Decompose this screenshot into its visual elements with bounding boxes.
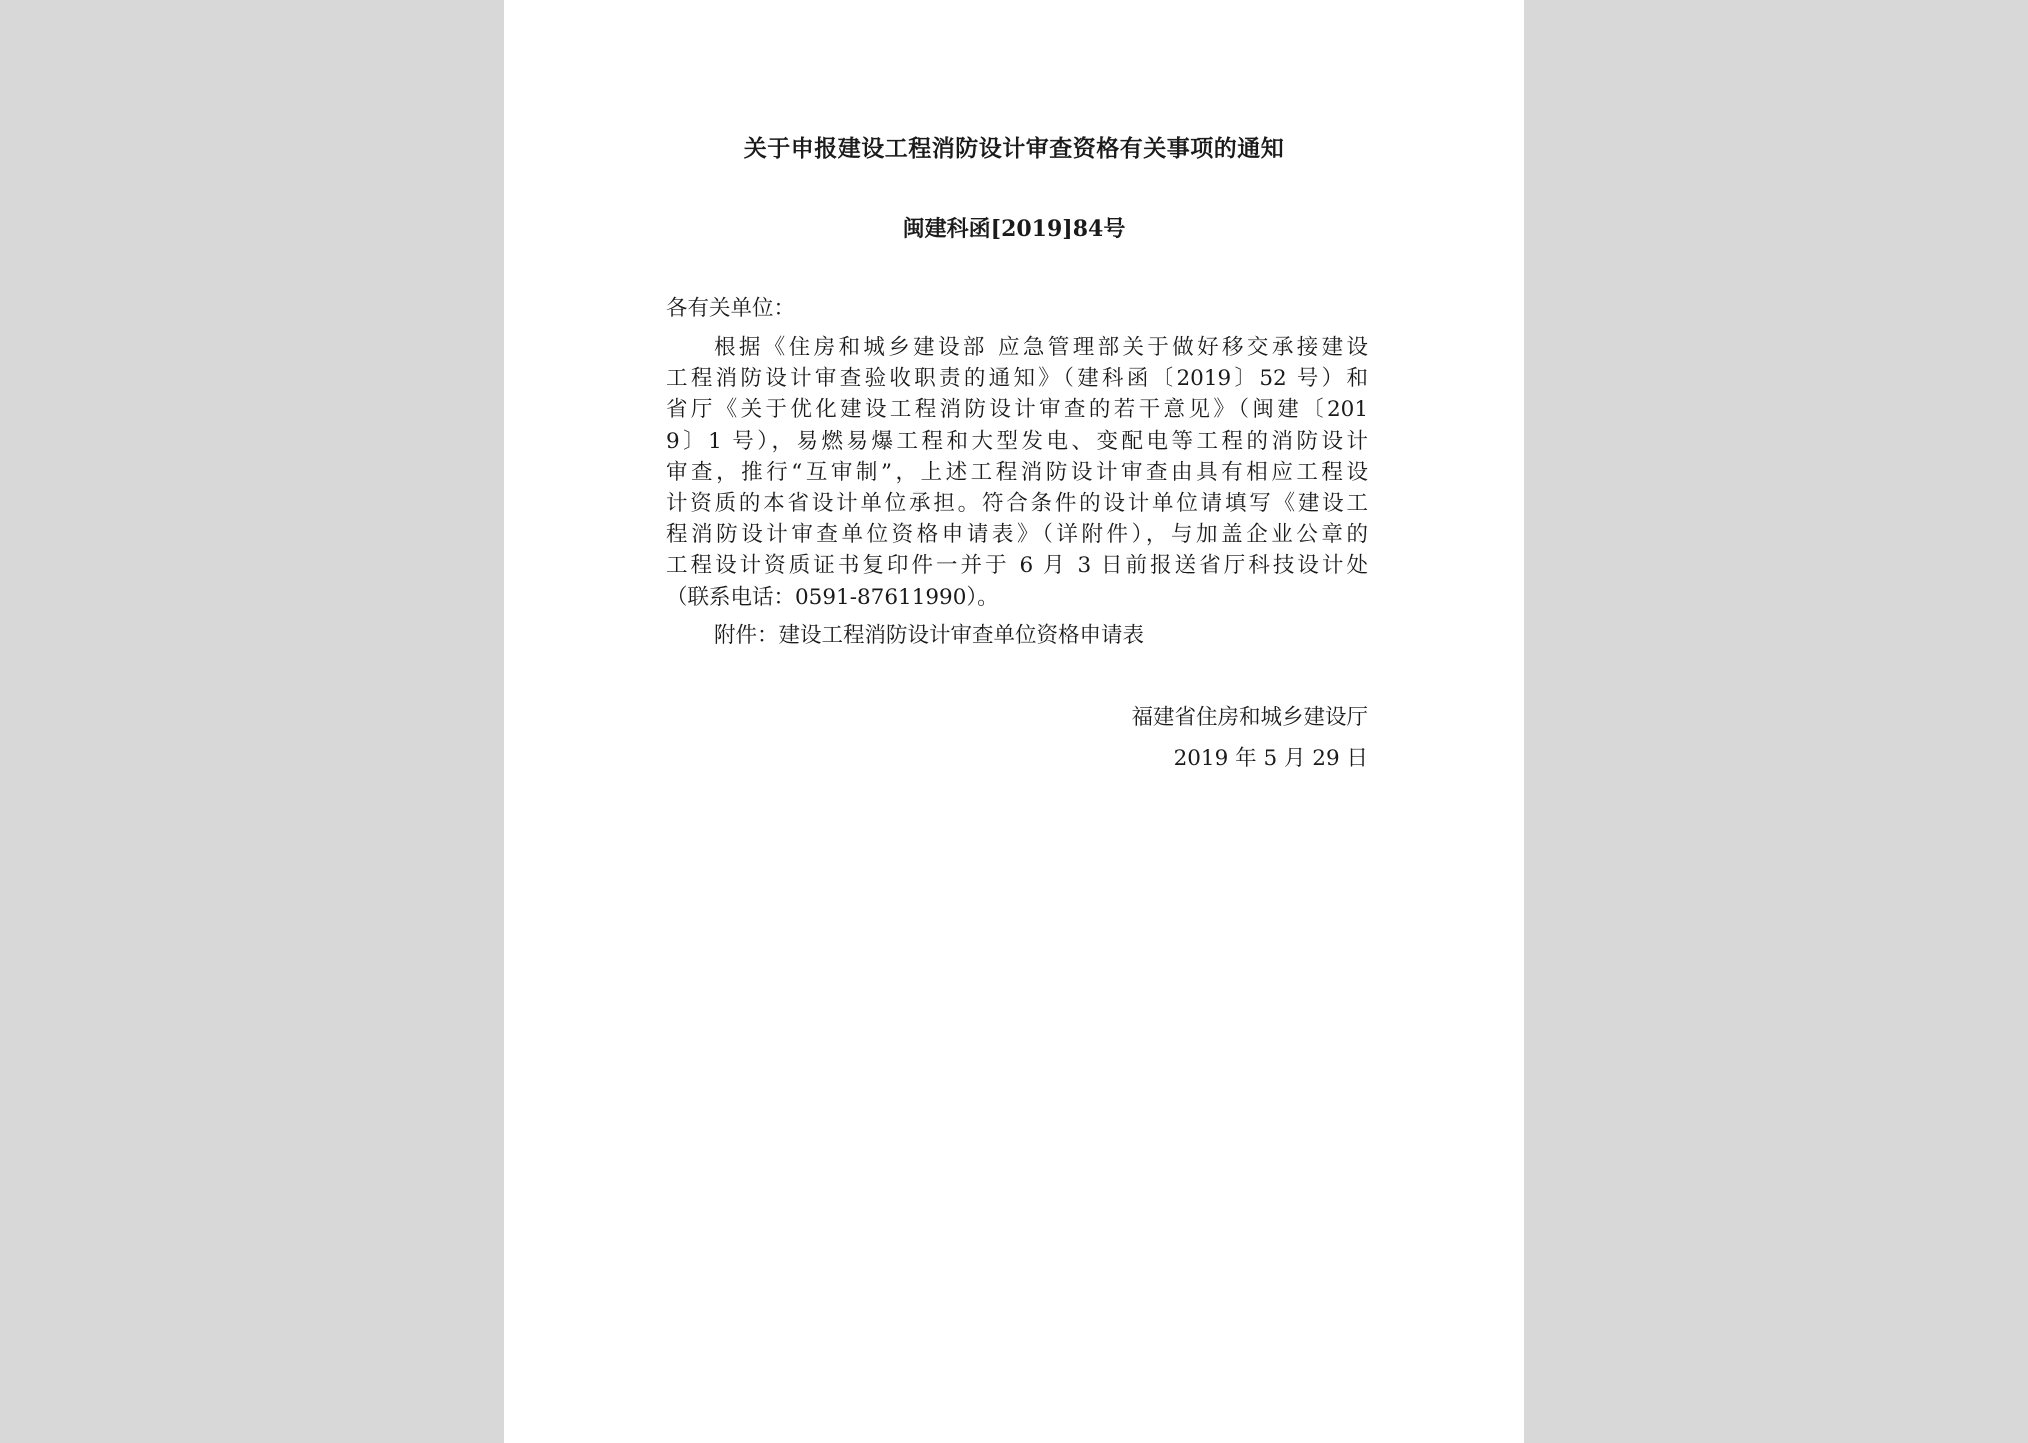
paragraph-line: 9〕1 号），易燃易爆工程和大型发电、变配电等工程的消防设计	[666, 428, 1368, 454]
main-paragraph	[666, 332, 1368, 613]
salutation: 各有关单位：	[666, 296, 796, 321]
document-body	[666, 292, 1368, 653]
paragraph-line: 审查，推行“互审制”，上述工程消防设计审查由具有相应工程设	[666, 459, 1368, 485]
signature-date: 2019 年 5 月 29 日	[1173, 746, 1368, 771]
paragraph-line: （联系电话：0591-87611990）。	[666, 584, 999, 610]
attachment-note: 附件：建设工程消防设计审查单位资格申请表	[714, 622, 1145, 648]
document-title: 关于申报建设工程消防设计审查资格有关事项的通知	[743, 135, 1285, 162]
signature-organization: 福建省住房和城乡建设厅	[1131, 705, 1368, 730]
document-page	[504, 0, 1524, 1443]
paragraph-line: 工程设计资质证书复印件一并于 6 月 3 日前报送省厅科技设计处	[666, 553, 1368, 579]
paragraph-line: 省厅《关于优化建设工程消防设计审查的若干意见》（闽建〔201	[666, 397, 1368, 423]
document-number: 闽建科函[2019]84号	[902, 216, 1126, 242]
paragraph-line: 计资质的本省设计单位承担。符合条件的设计单位请填写《建设工	[666, 490, 1368, 516]
paragraph-line: 程消防设计审查单位资格申请表》（详附件），与加盖企业公章的	[666, 522, 1368, 548]
paragraph-line: 根据《住房和城乡建设部 应急管理部关于做好移交承接建设	[714, 335, 1368, 360]
paragraph-line: 工程消防设计审查验收职责的通知》（建科函〔2019〕52 号）和	[666, 366, 1368, 392]
